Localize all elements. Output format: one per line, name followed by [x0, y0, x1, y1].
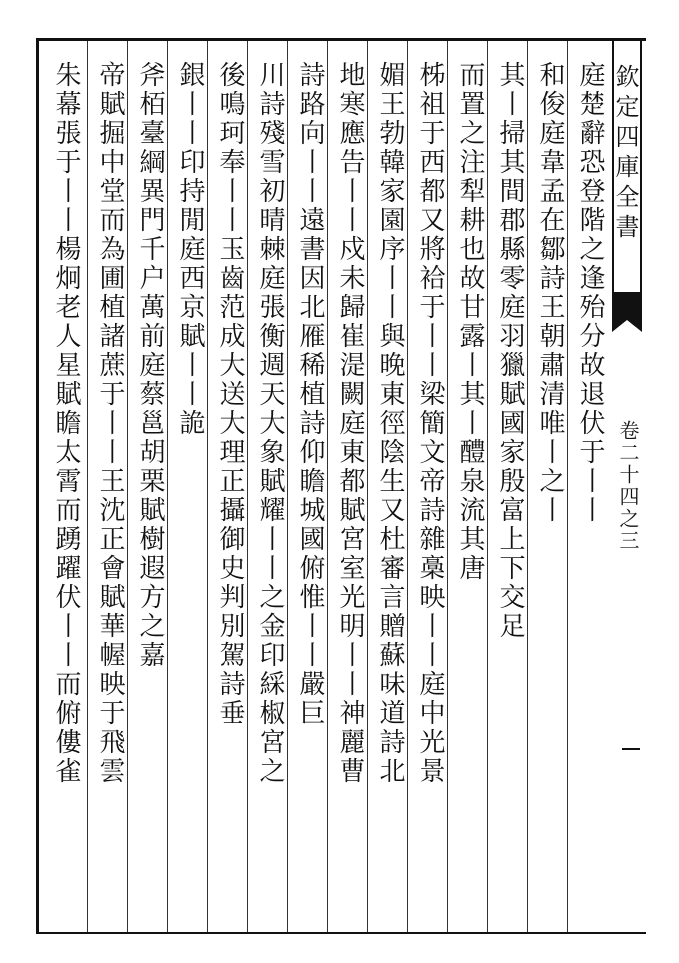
text-column-4: 而置之注犁耕也故甘露丨其丨醴泉流其唐 [455, 61, 485, 583]
column-rule [407, 41, 408, 932]
text-column-6: 媚王勃韓家園序丨丨與晚東徑陰生又杜審言贈蘇味道詩北 [375, 61, 405, 786]
column-rule [247, 41, 248, 932]
column-rule [447, 41, 448, 932]
column-rule [367, 41, 368, 932]
column-rule [287, 41, 288, 932]
text-column-12: 斧栢臺綱異門千户萬前庭蔡邕胡栗賦樹遐方之嘉 [135, 61, 165, 670]
column-rule [527, 41, 528, 932]
page-margin-tick [622, 748, 640, 750]
book-title: 欽定四庫全書 [612, 38, 642, 298]
page-frame [36, 38, 646, 934]
text-column-5: 柹祖于西都又將袷于丨丨梁簡文帝詩雜槀映丨丨庭中光景 [415, 61, 445, 786]
text-column-13: 帝賦掘中堂而為圃植諸蔗于丨丨王沈正會賦華幄映于飛雲 [95, 61, 125, 786]
text-column-9: 川詩殘雪初晴棘庭張衡週天大象賦耀丨丨之金印綵椒宮之 [255, 61, 285, 786]
column-rule [207, 41, 208, 932]
text-column-8: 詩路向丨丨遠書因北雁稀植詩仰瞻城國俯惟丨丨嚴巨 [295, 61, 325, 728]
fish-tail-mark-icon [612, 292, 642, 332]
text-column-1: 庭楚辭恐登階之逢殆分故退伏于丨丨 [575, 61, 605, 525]
text-column-3: 其丨掃其間郡縣零庭羽獵賦國家殷富上下交足 [495, 61, 525, 641]
column-rule [567, 41, 568, 932]
volume-label: 卷二十四之三 [616, 420, 640, 552]
column-rule [487, 41, 488, 932]
column-rule [127, 41, 128, 932]
column-rule [87, 41, 88, 932]
text-column-7: 地寒應告丨丨戍未歸崔湜闕庭東都賦宮室光明丨丨神麗曹 [335, 61, 365, 786]
text-column-2: 和俊庭韋孟在鄒詩王朝肅清唯丨之丨 [535, 61, 565, 525]
column-rule [327, 41, 328, 932]
text-column-14: 朱幕張于丨丨楊炯老人星賦瞻太霄而踴躍伏丨丨而俯僂雀 [51, 61, 81, 786]
text-column-10: 後鳴珂奉丨丨玉齒范成大送大理正攝御史判別駕詩垂 [215, 61, 245, 728]
column-rule [167, 41, 168, 932]
text-column-11: 銀丨丨印持閒庭西京賦丨丨詭 [175, 61, 205, 438]
